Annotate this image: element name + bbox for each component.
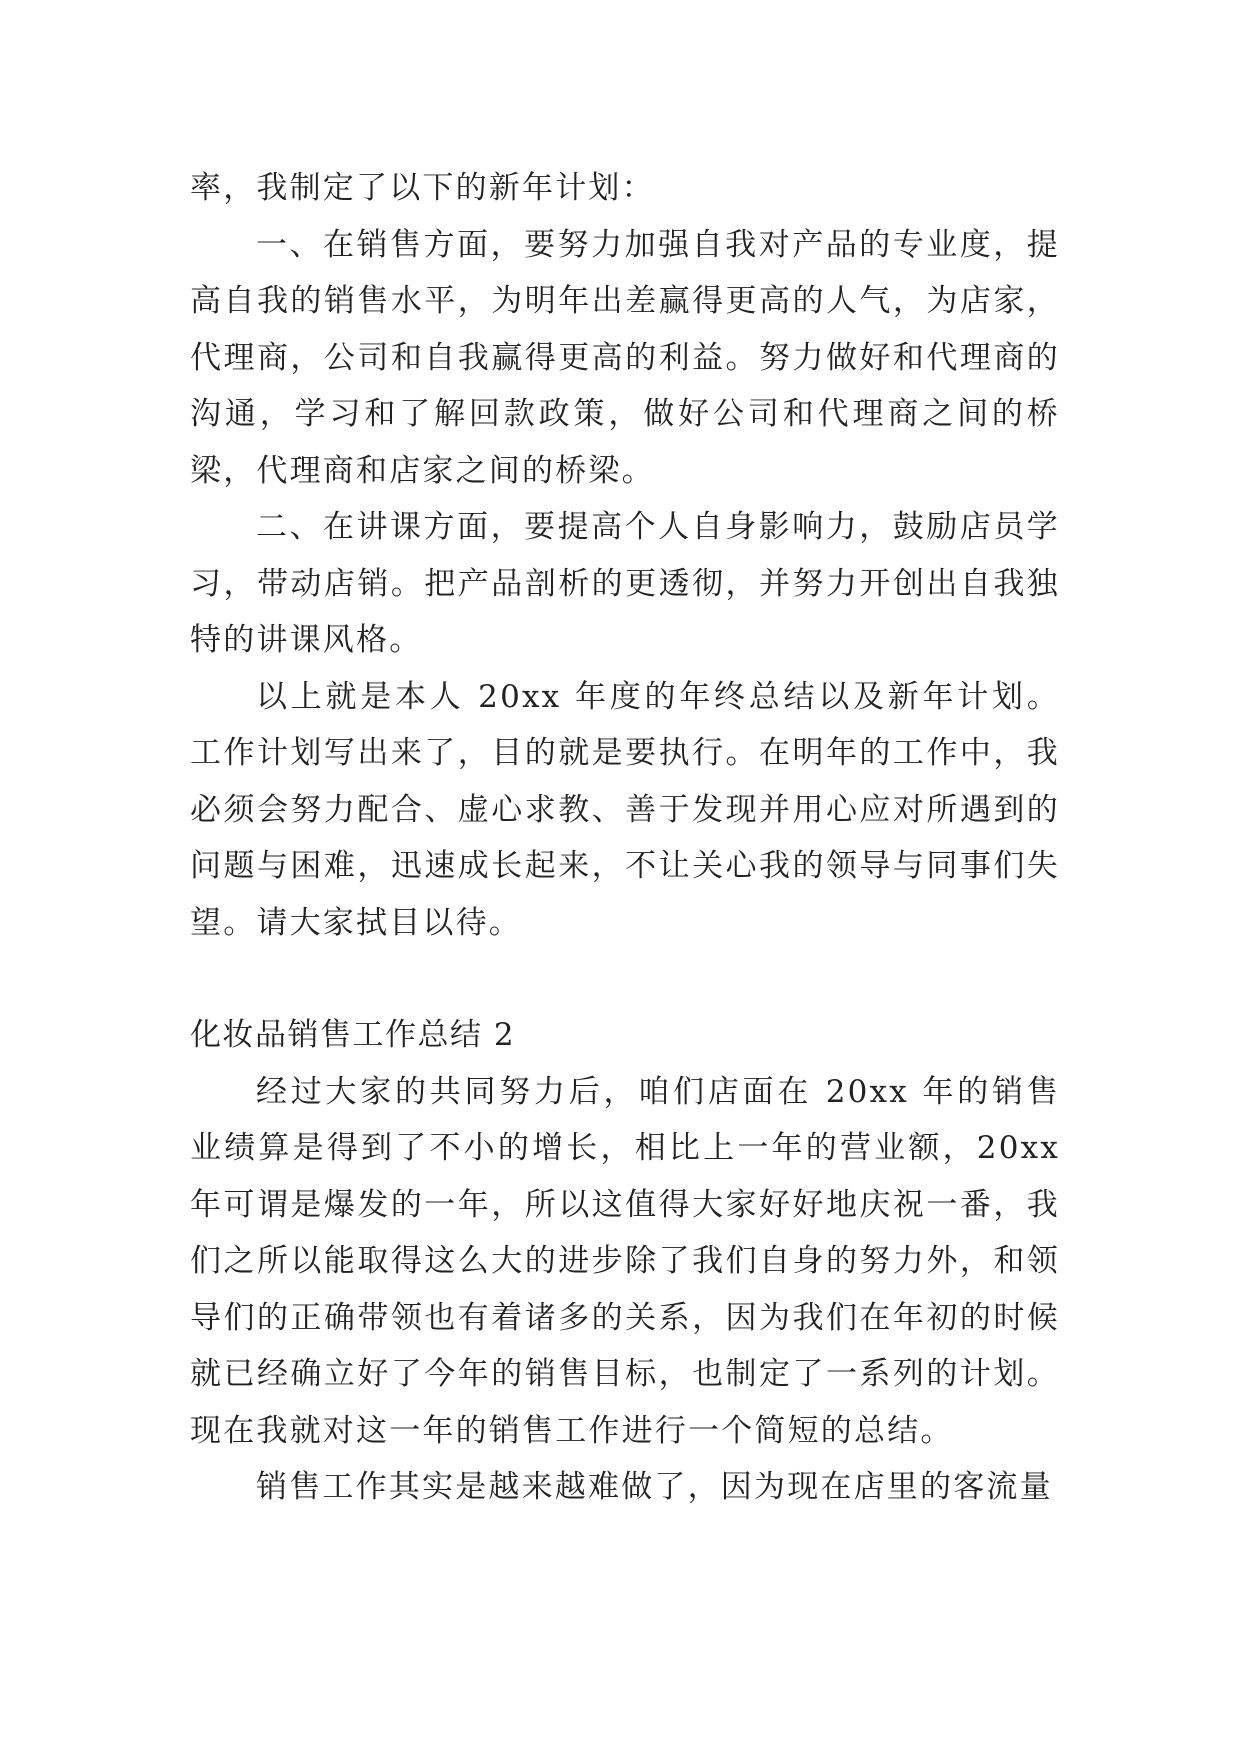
paragraph-teaching-plan: 二、在讲课方面，要提高个人自身影响力，鼓励店员学习，带动店销。把产品剖析的更透彻，并努力开创出自我独特的讲课风格。 [190, 509, 1060, 658]
section-heading: 化妆品销售工作总结 2 [190, 1017, 516, 1053]
paragraph-conclusion: 以上就是本人 20xx 年度的年终总结以及新年计划。工作计划写出来了，目的就是要执行。在明年的工作中，我必须会努力配合、虚心求教、善于发现并用心应对所遇到的问题与困难，迅速成长起来，不让关心我的领导与同事们失望。请大家拭目以待。 [190, 678, 1060, 941]
paragraph-sales-plan: 一、在销售方面，要努力加强自我对产品的专业度，提高自我的销售水平，为明年出差赢得更高的人气，为店家，代理商，公司和自我赢得更高的利益。努力做好和代理商的沟通，学习和了解回款政策，做好公司和代理商之间的桥梁，代理商和店家之间的桥梁。 [190, 226, 1060, 489]
paragraph-continuation: 率，我制定了以下的新年计划： [190, 170, 655, 206]
paragraph-sales-difficulty: 销售工作其实是越来越难做了，因为现在店里的客流量 [256, 1469, 1053, 1505]
paragraph-summary-intro: 经过大家的共同努力后，咱们店面在 20xx 年的销售业绩算是得到了不小的增长，相比上一年的营业额，20xx 年可谓是爆发的一年，所以这值得大家好好地庆祝一番，我们之所以能取得这么大的进步除了我们自身的努力外，和领导们的正确带领也有着诸多的关系，因为我们在年初的时候就已经确立好了今年的销售目标，也制定了一系列的计划。现在我就对这一年的销售工作进行一个简短的总结。 [190, 1073, 1060, 1449]
document-body [190, 160, 1060, 1516]
